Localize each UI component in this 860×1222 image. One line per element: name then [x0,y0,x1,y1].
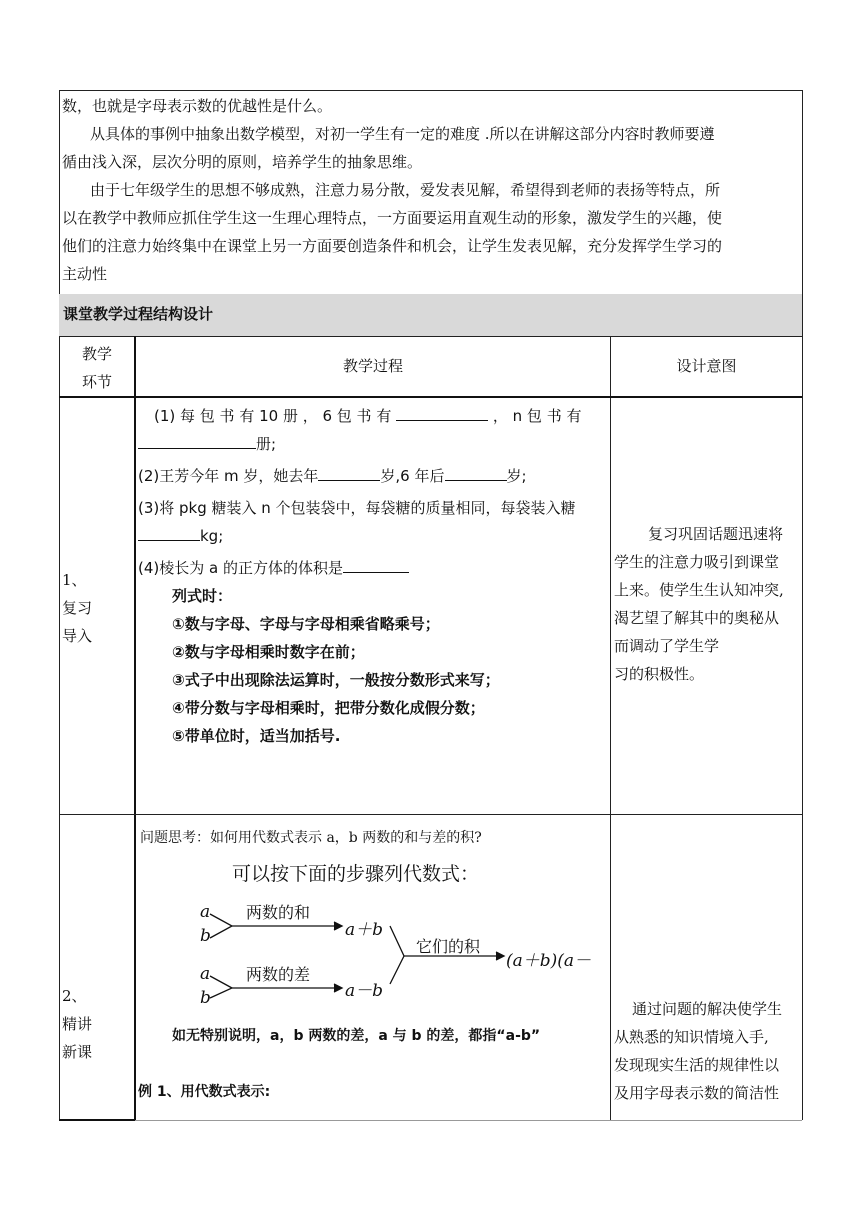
row2-intent-l2: 从熟悉的知识情境入手, [614,1028,769,1046]
section-title-bottom-border [59,336,802,337]
problem-question: 问题思考：如何用代数式表示 a，b 两数的和与差的积? [140,830,482,846]
row1-intent-l1: 复习巩固话题迅速将 [648,525,784,543]
question-1-line-2 [138,430,608,458]
q3-blank [138,526,200,541]
fig-b1: b [200,926,211,946]
table-bottom-border-mid [135,1120,802,1121]
header-col-intent: 设计意图 [676,357,737,375]
question-3-line-1: (3)将 pkg 糖装入 n 个包装袋中，每袋糖的质量相同，每袋装入糖 [138,499,576,517]
rule-3: ③式子中出现除法运算时，一般按分数形式来写； [172,671,500,689]
difference-note: 如无特别说明，a，b 两数的差，a 与 b 的差，都指“a-b” [172,1028,541,1044]
q2-blank-1 [318,466,380,481]
fig-sum-label: 两数的和 [246,903,311,922]
q1-blank-2 [138,434,256,449]
row1-intent-l4: 渴艺望了解其中的奥秘从 [614,609,780,627]
q4-text-a: (4)棱长为 a 的正方体的体积是 [138,559,343,577]
row1-intent-l6: 习的积极性。 [614,665,705,683]
question-1-line-1 [138,402,608,430]
rules-title: 列式时： [172,587,233,605]
example-1-title: 例 1、用代数式表示: [138,1084,271,1100]
fig-b2: b [200,988,211,1008]
question-4 [138,554,608,582]
row1-intent-l5: 而调动了学生学 [614,637,720,655]
q3-text-b: kg; [200,527,224,545]
q2-text-b: 岁,6 年后 [380,467,445,485]
fig-diff-expr: a－b [345,981,384,1001]
q2-text-a: (2)王芳今年 m 岁，她去年 [138,467,319,485]
row1-stage-l1: 1、 [62,571,87,589]
intro-para-2-line-1: 从具体的事例中抽象出数学模型，对初一学生有一定的难度 .所以在讲解这部分内容时教师要遵 [90,125,715,143]
q2-blank-2 [445,466,507,481]
fig-a1: a [200,902,211,922]
table-bottom-border-left [59,1119,135,1121]
section-title: 课堂教学过程结构设计 [63,305,214,323]
rule-4: ④带分数与字母相乘时，把带分数化成假分数； [172,699,485,717]
fig-prod-expr: (a＋b)(a－ [506,951,592,971]
intro-para-3-line-2: 以在教学中教师应抓住学生这一生理心理特点，一方面要运用直观生动的形象，激发学生的兴趣，使 [62,209,723,227]
intro-para-3-line-4: 主动性 [62,265,108,283]
row2-intent-l1: 通过问题的解决使学生 [632,1000,783,1018]
header-col-stage-l1: 教学 [81,345,112,363]
figure-title: 可以按下面的步骤列代数式： [232,863,480,885]
row2-stage-l3: 新课 [62,1043,93,1061]
upper-bracket [210,914,232,938]
header-col-stage-l2: 环节 [81,373,112,391]
q2-text-c: 岁; [506,467,527,485]
rule-1: ①数与字母、字母与字母相乘省略乘号； [172,615,440,633]
row1-stage-l3: 导入 [62,627,93,645]
header-bottom-border [59,396,802,398]
lower-bracket [210,976,232,998]
intro-para-3-line-1: 由于七年级学生的思想不够成熟，注意力易分散，爱发表见解，希望得到老师的表扬等特点，所 [90,181,721,199]
row2-intent-l3: 发现现实生活的规律性以 [614,1056,780,1074]
fig-sum-expr: a＋b [345,920,384,940]
table-top-border [59,90,802,91]
row1-stage-l2: 复习 [62,599,93,617]
q1-text-a: (1) 每 包 书 有 10 册 ， 6 包 书 有 [154,407,392,425]
row2-intent-l4: 及用字母表示数的简洁性 [614,1084,780,1102]
table-right-border [802,90,803,1120]
header-col-process: 教学过程 [342,357,403,375]
intro-para-2-line-2: 循由浅入深，层次分明的原则，培养学生的抽象思维。 [62,153,423,171]
q4-blank [343,558,409,573]
question-2 [138,462,608,490]
intro-line-1: 数，也就是字母表示数的优越性是什么。 [62,97,333,115]
fig-a2: a [200,964,211,984]
row1-bottom-border [59,814,802,815]
combine-bracket [390,926,404,984]
fig-prod-label: 它们的积 [416,937,481,956]
row1-intent-l2: 学生的注意力吸引到课堂 [614,553,780,571]
col-divider-1 [134,336,136,1120]
row2-stage-l1: 2、 [62,987,87,1005]
row1-intent-l3: 上来。使学生生认知冲突, [614,581,784,599]
q1-text-b: ， n 包 书 有 [492,407,582,425]
fig-diff-label: 两数的差 [246,965,311,984]
q1-text-c: 册; [256,435,277,453]
question-3-line-2 [138,522,608,550]
rule-2: ②数与字母相乘时数字在前； [172,643,365,661]
intro-para-3-line-3: 他们的注意力始终集中在课堂上另一方面要创造条件和机会，让学生发表见解，充分发挥学生学习的 [62,237,723,255]
rule-5: ⑤带单位时，适当加括号. [172,727,341,745]
row2-stage-l2: 精讲 [62,1015,93,1033]
table-left-border [59,90,60,1120]
q1-blank-1 [396,406,488,421]
